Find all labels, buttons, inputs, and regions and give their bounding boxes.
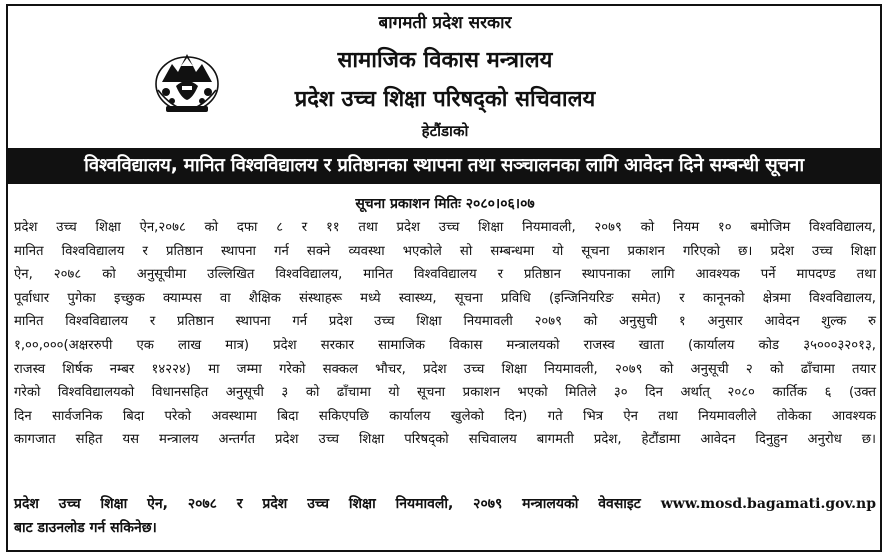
website-link[interactable]: www.mosd.bagamati.gov.np bbox=[660, 496, 877, 512]
body-line: प्रदेश उच्च शिक्षा ऐन,२०७८ को दफा ८ र ११ तथा प्रदेश उच्च शिक्षा नियमावली, २०७९ को नियम १० बमोजिम विश्वविद्यालय, bbox=[14, 220, 876, 235]
body-line: मानित विश्वविद्यालय र प्रतिष्ठान स्थापना गर्न सक्ने व्यवस्था भएकोले सो सम्बन्धमा यो सूचना प्रकाशन गरिएको छ। प्रदेश उच्च शिक्षा bbox=[14, 243, 876, 259]
notice-body bbox=[14, 216, 876, 452]
body-line: ऐन, २०७८ को अनुसूचीमा उल्लिखित विश्वविद्यालय, मानित विश्वविद्यालय र प्रतिष्ठान स्थापनाका लागि आवश्यक पर्ने मापदण्ड तथा bbox=[14, 267, 876, 283]
header-location: हेटौंडाको bbox=[421, 122, 469, 140]
notice-footer bbox=[14, 492, 876, 540]
body-line: १,००,०००(अक्षररुपी एक लाख मात्र) प्रदेश सरकार सामाजिक विकास मन्त्रालयको राजस्व खाता (कार्यालय कोड ३५०००३२०१३, bbox=[14, 337, 876, 353]
body-line: कागजात सहित यस मन्त्रालय अन्तर्गत प्रदेश उच्च शिक्षा परिषद्को सचिवालय बागमती प्रदेश, हेटौंडामा आवेदन दिनुहुन अनुरोध छ। bbox=[14, 432, 876, 448]
body-line: मानित विश्वविद्यालय र प्रतिष्ठान स्थापना गर्न प्रदेश उच्च शिक्षा नियमावली २०७९ को अनुसुची १ अनुसार आवेदन शुल्क रु bbox=[14, 314, 876, 330]
body-line: दिन सार्वजनिक बिदा परेको अवस्थामा बिदा सकिएपछि कार्यालय खुलेको दिन) गते भित्र ऐन तथा नियमावलीले तोकेका आवश्यक bbox=[14, 408, 876, 424]
footer-line-end: बाट डाउनलोड गर्न सकिनेछ। bbox=[14, 520, 157, 536]
header-ministry: सामाजिक विकास मन्त्रालय bbox=[337, 48, 553, 73]
footer-line bbox=[14, 492, 876, 516]
body-line: पूर्वाधार पुगेका इच्छुक क्याम्पस वा शैक्षिक संस्थाहरू मध्ये स्वास्थ्य, सूचना प्रविधि (इन्जिनियरिङ समेत) र कानूनको क्षेत्रमा विश्वविद्यालय, bbox=[14, 290, 876, 306]
footer-download-text: प्रदेश उच्च शिक्षा ऐन, २०७८ र प्रदेश उच्च शिक्षा नियमावली, २०७९ मन्त्रालयको वेवसाइट bbox=[14, 496, 641, 512]
body-line: गरेको विश्वविद्यालयको विधानसहित अनुसूची ३ को ढाँचामा यो सूचना प्रकाशन भएको मितिले ३० दिन अर्थात् २०८० कार्तिक ६ (उक्त bbox=[14, 385, 876, 401]
body-line: राजस्व शिर्षक नम्बर १४२२४) मा जम्मा गरेको सक्कल भौचर, प्रदेश उच्च शिक्षा नियमावली, २०७९ को अनुसूची २ को ढाँचामा तयार bbox=[14, 361, 876, 377]
header-province-government: बागमती प्रदेश सरकार bbox=[378, 13, 512, 33]
notice-publication-date: सूचना प्रकाशन मितिः २०८०।०६।०७ bbox=[355, 196, 535, 212]
header-secretariat: प्रदेश उच्च शिक्षा परिषद्को सचिवालय bbox=[294, 87, 596, 112]
notice-title-banner: विश्वविद्यालय, मानित विश्वविद्यालय र प्रतिष्ठानका स्थापना तथा सञ्चालनका लागि आवेदन दिने सम्बन्धी सूचना bbox=[8, 148, 880, 184]
